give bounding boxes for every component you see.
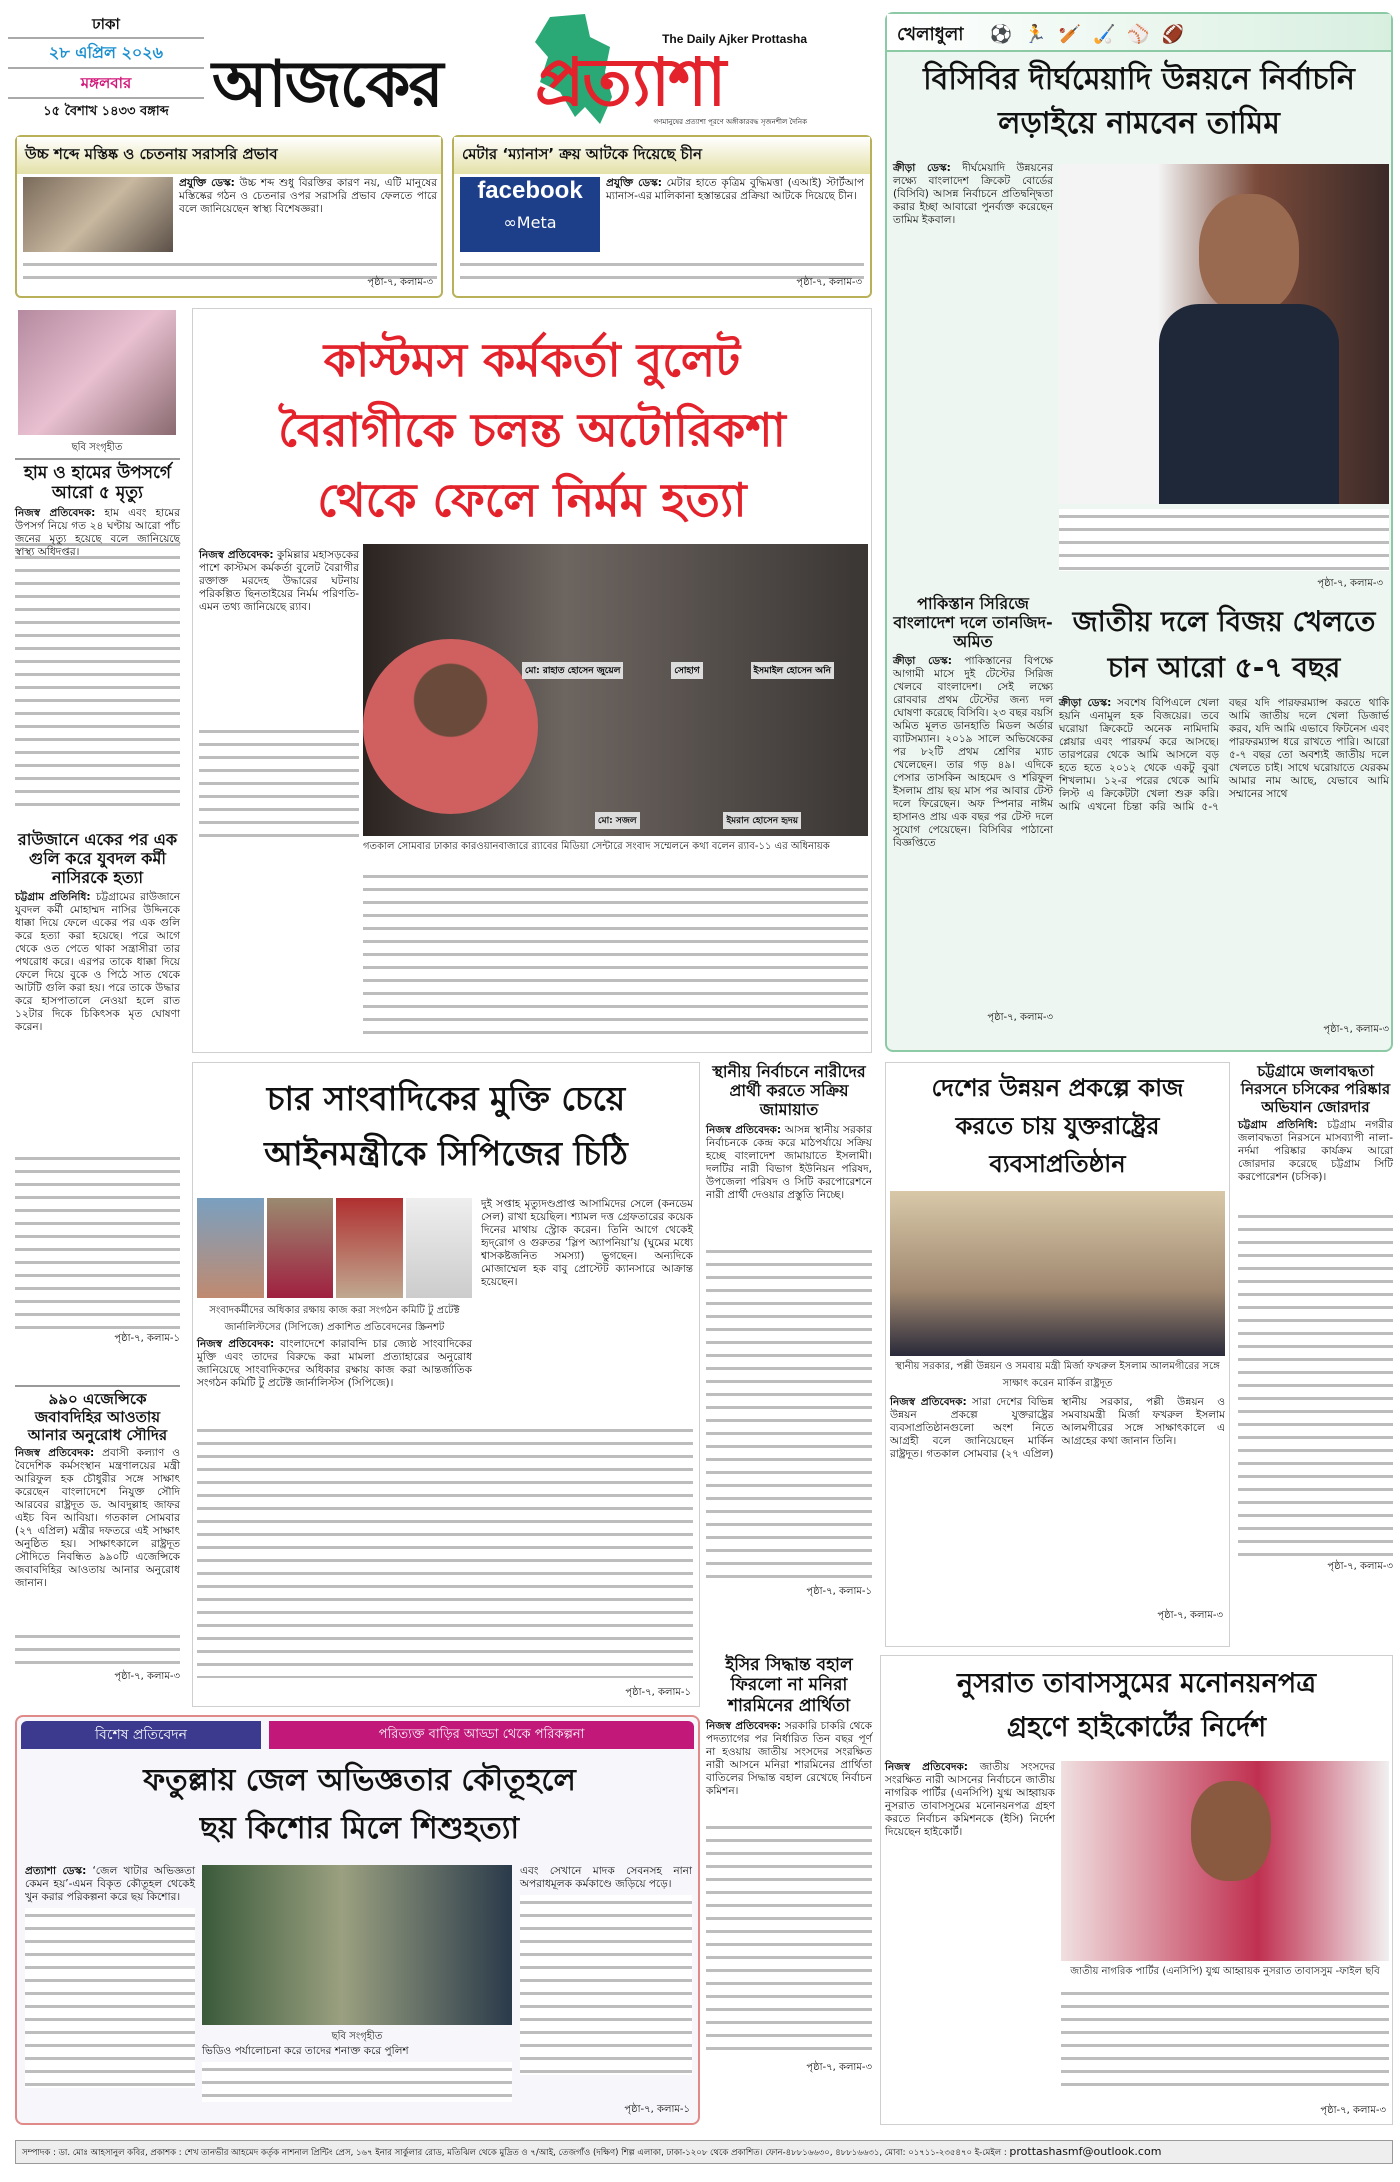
date-box bbox=[8, 14, 204, 121]
bangla-date: ১৫ বৈশাখ ১৪৩৩ বঙ্গাব্দ bbox=[43, 104, 169, 119]
jump-text: পৃষ্ঠা-৭, কলাম-৩ bbox=[114, 1671, 180, 1682]
ambassador-meeting-photo bbox=[890, 1191, 1225, 1356]
journalists-photos bbox=[197, 1198, 472, 1298]
jump-text: পৃষ্ঠা-৭, কলাম-১ bbox=[806, 1585, 872, 1597]
tamim-photo bbox=[1059, 164, 1389, 504]
footer-email[interactable]: prottashasmf@outlook.com bbox=[1009, 2145, 1162, 2158]
lead-photo-caption: গতকাল সোমবার ঢাকার কারওয়ানবাজারে র‌্যাবের মিডিয়া সেন্টারে সংবাদ সম্মেলনে কথা বলেন র‌্যাব-১১ এর অধিনায়ক bbox=[363, 841, 830, 852]
police-scene-photo bbox=[202, 1865, 512, 2025]
top-story-meta[interactable] bbox=[452, 135, 872, 298]
top-story-headline: মেটার ‘ম্যানাস’ ক্রয় আটকে দিয়েছে চীন bbox=[454, 137, 870, 174]
ec-story[interactable]: ইসির সিদ্ধান্ত বহাল ফিরলো না মনিরা শারমিনের প্রার্থিতা নিজস্ব প্রতিবেদক: সরকারি চাকরি থেকে পদত্যাগের পর নির্ধারিত তিন বছর পূর্ণ না হওয়ায় জাতীয় সংসদের সংরক্ষিত নারী আসনে মনিরা শারমিনের প্রার্থিতা বাতিলের সিদ্ধান্ত বহাল রেখেছে নির্বাচন কমিশন। পৃষ্ঠা-৭, কলাম-৩ bbox=[706, 1655, 872, 2125]
suspect-label: সোহাগ bbox=[671, 662, 702, 679]
jump-text: পৃষ্ঠা-৭, কলাম-৩ bbox=[796, 277, 862, 288]
weekday: মঙ্গলবার bbox=[8, 69, 204, 99]
sports-figures-icon: ⚽🏃🏏🏑⚾🏈 bbox=[989, 24, 1197, 45]
top-story-text: প্রযুক্তি ডেস্ক: মেটার হাতে কৃত্রিম বুদ্ধিমত্তা (এআই) স্টার্টআপ ম্যানাস-এর মালিকানা হস্তান্তরের প্রক্রিয়া আটকে দিয়েছে চীন। bbox=[606, 177, 865, 202]
suspect-label: মো: রাহাত হোসেন জুয়েল bbox=[522, 662, 624, 679]
local-election-story[interactable]: স্থানীয় নির্বাচনে নারীদের প্রার্থী করতে সক্রিয় জামায়াত নিজস্ব প্রতিবেদক: আসন্ন স্থানীয় সরকার নির্বাচনকে কেন্দ্র করে মাঠপর্যায়ে সক্রিয় হচ্ছে বাংলাদেশ জামায়াতে ইসলামী। দলটির নারী বিভাগ ইউনিয়ন পরিষদ, উপজেলা পরিষদ ও সিটি করপোরেশনে নারী প্রার্থী দেওয়ার প্রস্তুতি নিচ্ছে। পৃষ্ঠা-৭, কলাম-১ bbox=[706, 1062, 872, 1642]
us-business-story[interactable]: দেশের উন্নয়ন প্রকল্পে কাজ করতে চায় যুক্তরাষ্ট্রের ব্যবসাপ্রতিষ্ঠান স্থানীয় সরকার, পল্লী উন্নয়ন ও সমবায় মন্ত্রী মির্জা ফখরুল ইসলাম আলমগীরের সঙ্গে সাক্ষাৎ করেন মার্কিন রাষ্ট্রদূত নিজস্ব প্রতিবেদক: সারা দেশের বিভিন্ন উন্নয়ন প্রকল্পে যুক্তরাষ্ট্রের ব্যবসাপ্রতিষ্ঠানগুলো অংশ নিতে আগ্রহী বলে জানিয়েছেন মার্কিন রাষ্ট্রদূত। গতকাল সোমবার (২৭ এপ্রিল) স্থানীয় সরকার, পল্লী উন্নয়ন ও সমবায়মন্ত্রী মির্জা ফখরুল ইসলাম আলমগীরের সঙ্গে সাক্ষাৎকালে এ আগ্রহের কথা জানান তিনি। পৃষ্ঠা-৭, কলাম-৩ bbox=[885, 1062, 1230, 1647]
lead-headline: কাস্টমস কর্মকর্তা বুলেট বৈরাগীকে চলন্ত অটোরিকশা থেকে ফেলে নির্মম হত্যা bbox=[278, 333, 786, 527]
pakistan-series-story[interactable]: পাকিস্তান সিরিজে বাংলাদেশ দলে তানজিদ-অমিত ক্রীড়া ডেস্ক: পাকিস্তানের বিপক্ষে আগামী মাসে দুই টেস্টের সিরিজ খেলবে বাংলাদেশ। সেই লক্ষ্যে রোববার প্রথম টেস্টের জন্য দল ঘোষণা করেছে বিসিবি। ২৩ বছর বয়সি অমিত মূলত ডানহাতি মিডল অর্ডার ব্যাটসম্যান। ২০১৯ সালে অভিষেকের পর ৮২টি প্রথম শ্রেণির ম্যাচ খেলেছেন। তার গড় ৪৯। এদিকে পেসার তাসকিন আহমেদ ও শরিফুল ইসলাম প্রায় ছয় মাস পর আবার টেস্ট দলে ফিরেছেন। অফ স্পিনার নাঈম হাসানও প্রায় এক বছর পর টেস্ট দলে সুযোগ পেয়েছেন। বিসিবির পাঠানো বিজ্ঞপ্তিতে পৃষ্ঠা-৭, কলাম-৩ bbox=[893, 594, 1054, 1023]
logo-part2: প্রত্যাশা bbox=[535, 44, 725, 121]
left-story-measles[interactable]: হাম ও হামের উপসর্গে আরো ৫ মৃত্যু নিজস্ব প্রতিবেদক: হাম এবং হামের উপসর্গ নিয়ে গত ২৪ ঘণ্টায় আরো পাঁচ জনের মৃত্যু হয়েছে বলে জানিয়েছে স্বাস্থ্য অধিদপ্তর। bbox=[15, 458, 180, 807]
top-story-headline: উচ্চ শব্দে মস্তিষ্ক ও চেতনায় সরাসরি প্রভাব bbox=[17, 137, 441, 174]
ctg-story[interactable]: চট্টগ্রামে জলাবদ্ধতা নিরসনে চসিকের পরিষ্কার অভিযান জোরদার চট্টগ্রাম প্রতিনিধি: চট্টগ্রাম নগরীর জলাবদ্ধতা নিরসনে মাসব্যাপী নালা-নর্দমা পরিষ্কার কার্যক্রম আরো জোরদার করেছে চট্টগ্রাম সিটি করপোরেশন (চসিক)। পৃষ্ঠা-৭, কলাম-৩ bbox=[1238, 1062, 1393, 1572]
top-story-noise[interactable] bbox=[15, 135, 443, 298]
english-name: The Daily Ajker Prottasha bbox=[662, 32, 807, 46]
nusrat-story[interactable]: নুসরাত তাবাসসুমের মনোনয়নপত্র গ্রহণে হাইকোর্টের নির্দেশ নিজস্ব প্রতিবেদক: জাতীয় সংসদের সংরক্ষিত নারী আসনের নির্বাচনে জাতীয় নাগরিক পার্টির (এনসিপি) যুগ্ম আহ্বায়ক নুসরাত তাবাসসুমের মনোনয়নপত্র গ্রহণ করতে নির্বাচন কমিশনকে (ইসি) নির্দেশ দিয়েছেন হাইকোর্ট। জাতীয় নাগরিক পার্টির (এনসিপি) যুগ্ম আহ্বায়ক নুসরাত তাবাসসুম -ফাইল ছবি পৃষ্ঠা-৭, কলাম-৩ bbox=[880, 1655, 1393, 2125]
left-story-saudi[interactable]: ৯৯০ এজেন্সিকে জবাবদিহির আওতায় আনার অনুরোধ সৌদির নিজস্ব প্রতিবেদক: প্রবাসী কল্যাণ ও বৈদেশিক কর্মসংস্থান মন্ত্রণালয়ের মন্ত্রী আরিফুল হক চৌধুরীর সঙ্গে সাক্ষাৎ করেছেন বাংলাদেশে নিযুক্ত সৌদি আরবের রাষ্ট্রদূত ড. আবদুল্লাহ জাফর এইচ বিন আবিয়া। গতকাল সোমবার (২৭ এপ্রিল) মন্ত্রীর দফতরে এই সাক্ষাৎ অনুষ্ঠিত হয়। সাক্ষাৎকালে রাষ্ট্রদূত সৌদিতে নিবন্ধিত ৯৯০টি এজেন্সিকে জবাবদিহির আওতায় আনার অনুরোধ জানান। পৃষ্ঠা-৭, কলাম-৩ bbox=[15, 1385, 180, 1686]
date: ২৮ এপ্রিল ২০২৬ bbox=[8, 39, 204, 69]
sports-section[interactable]: খেলাধুলা ⚽🏃🏏🏑⚾🏈 বিসিবির দীর্ঘমেয়াদি উন্নয়নে নির্বাচনি লড়াইয়ে নামবেন তামিম ক্রীড়া ডেস্ক: দীর্ঘমেয়াদি উন্নয়নের লক্ষ্যে বাংলাদেশ ক্রিকেট বোর্ডের (বিসিবি) আসন্ন নির্বাচনে প্রতিদ্বন্দ্বিতা করার ইচ্ছা আবারো পুনর্ব্যক্ত করেছেন তামিম ইকবাল। পৃষ্ঠা-৭, কলাম-৩ পাকিস্তান সিরিজে বাংলাদেশ দলে তানজিদ-অমিত ক্রীড়া ডেস্ক: পাকিস্তানের বিপক্ষে আগামী মাসে দুই টেস্টের সিরিজ খেলবে বাংলাদেশ। সেই লক্ষ্যে রোববার প্রথম টেস্টের জন্য দল ঘোষণা করেছে বিসিবি। ২৩ বছর বয়সি অমিত মূলত ডানহাতি মিডল অর্ডার ব্যাটসম্যান। ২০১৯ সালে অভিষেকের পর ৮২টি প্রথম শ্রেণির ম্যাচ খেলেছেন। তার গড় ৪৯। এদিকে পেসার তাসকিন আহমেদ ও শরিফুল ইসলাম প্রায় ছয় মাস পর আবার টেস্ট দলে ফিরেছেন। অফ স্পিনার নাঈম হাসানও প্রায় এক বছর পর টেস্ট দলে সুযোগ পেয়েছেন। বিসিবির পাঠানো বিজ্ঞপ্তিতে পৃষ্ঠা-৭, কলাম-৩ জাতীয় দলে বিজয় খেলতে চান আরো ৫-৭ বছর ক্রীড়া ডেস্ক: সবশেষ বিপিএলে খেলা হয়নি এনামুল হক বিজয়ের। তবে ঘরোয়া ক্রিকেটে অনেক নামিদামি প্লেয়ার এবং পারফর্ম করে আসছে। তারপরের থেকে আমি আসলে বড় হতে হতে ২০১২ থেকে একটু বুঝা শিখলাম। ১২-র পরের থেকে আমি লিস্ট এ ক্রিকেটটা খেলা শুরু করি। আমি এখনো চিন্তা করি আমি ৫-৭ বছর যদি পারফরম্যান্স করতে থাকি আমি জাতীয় দলে খেলা ডিজার্ভ করব, যদি আমি এভাবে ফিটনেস এবং পারফরম্যান্স ধরে রাখতে পারি। আরো ৫-৭ বছর তো অবশ্যই জাতীয় দলে খেলতে চাই। সাথে ঘরোয়াতে যেরকম আমার নাম আছে, যেভাবে আমি সম্মানের সাথে পৃষ্ঠা-৭, কলাম-৩ bbox=[885, 12, 1393, 1052]
special-report-label: বিশেষ প্রতিবেদন bbox=[21, 1721, 261, 1749]
lead-story[interactable]: কাস্টমস কর্মকর্তা বুলেট বৈরাগীকে চলন্ত অটোরিকশা থেকে ফেলে নির্মম হত্যা নিজস্ব প্রতিবেদক: কুমিল্লার মহাসড়কের পাশে কাস্টমস কর্মকর্তা বুলেট বৈরাগীর রক্তাক্ত মরদেহ উদ্ধারের ঘটনায় পরিকল্পিত ছিনতাইয়ের নির্মম পরিণতি-এমন তথ্য জানিয়েছে র‌্যাব। মো: রাহাত হোসেন জুয়েল সোহাগ ইসমাইল হোসেন অনি মো: সজল ইমরান হোসেন হৃদয় গতকাল সোমবার ঢাকার কারওয়ানবাজারে র‌্যাবের মিডিয়া সেন্টারে সংবাদ সম্মেলনে কথা বলেন র‌্যাব-১১ এর অধিনায়ক bbox=[192, 308, 872, 1053]
journalists-story[interactable]: চার সাংবাদিকের মুক্তি চেয়ে আইনমন্ত্রীকে সিপিজের চিঠি সংবাদকর্মীদের অধিকার রক্ষায় কাজ করা সংগঠন কমিটি টু প্রটেক্ট জার্নালিস্টসের (সিপিজে) প্রকাশিত প্রতিবেদনের স্ক্রিনশট দুই সপ্তাহ মৃত্যুদণ্ডপ্রাপ্ত আসামিদের সেলে (কনডেম সেল) রাখা হয়েছিল। শ্যামল দত্ত গ্রেফতারের কয়েক দিনের মাথায় স্ট্রোক করেন। তিনি আগে থেকেই হৃদ্‌রোগ ও গুরুতর ‘স্লিপ অ্যাপনিয়া’য় (ঘুমের মধ্যে শ্বাসকষ্টজনিত সমস্যা) ভুগছেন। অন্যদিকে মোজাম্মেল হক বাবু প্রোস্টেট ক্যানসারে আক্রান্ত হয়েছেন। নিজস্ব প্রতিবেদক: বাংলাদেশে কারাবন্দি চার জ্যেষ্ঠ সাংবাদিকের মুক্তি এবং তাদের বিরুদ্ধে করা মামলা প্রত্যাহারের অনুরোধ জানিয়েছে সাংবাদিকদের অধিকার রক্ষায় কাজ করা আন্তর্জাতিক সংগঠন কমিটি টু প্রটেক্ট জার্নালিস্টস (সিপিজে)। পৃষ্ঠা-৭, কলাম-১ bbox=[192, 1062, 700, 1707]
jump-text: পৃষ্ঠা-৭, কলাম-৩ bbox=[806, 2062, 872, 2074]
city: ঢাকা bbox=[8, 14, 204, 39]
journalists-caption: সংবাদকর্মীদের অধিকার রক্ষায় কাজ করা সংগঠন কমিটি টু প্রটেক্ট জার্নালিস্টসের (সিপিজে) প্রকাশিত প্রতিবেদনের স্ক্রিনশট bbox=[209, 1305, 460, 1333]
nusrat-photo bbox=[1061, 1761, 1389, 1961]
bijoy-story[interactable]: জাতীয় দলে বিজয় খেলতে চান আরো ৫-৭ বছর ক্রীড়া ডেস্ক: সবশেষ বিপিএলে খেলা হয়নি এনামুল হক বিজয়ের। তবে ঘরোয়া ক্রিকেটে অনেক নামিদামি প্লেয়ার এবং পারফর্ম করে আসছে। তারপরের থেকে আমি আসলে বড় হতে হতে ২০১২ থেকে একটু বুঝা শিখলাম। ১২-র পরের থেকে আমি লিস্ট এ ক্রিকেটটা খেলা শুরু করি। আমি এখনো চিন্তা করি আমি ৫-৭ বছর যদি পারফরম্যান্স করতে থাকি আমি জাতীয় দলে খেলা ডিজার্ভ করব, যদি আমি এভাবে ফিটনেস এবং পারফরম্যান্স ধরে রাখতে পারি। আরো ৫-৭ বছর তো অবশ্যই জাতীয় দলে খেলতে চাই। সাথে ঘরোয়াতে যেরকম আমার নাম আছে, যেভাবে আমি সম্মানের সাথে পৃষ্ঠা-৭, কলাম-৩ bbox=[1059, 605, 1389, 1035]
concert-photo bbox=[23, 177, 173, 252]
jump-text: পৃষ্ঠা-৭, কলাম-১ bbox=[114, 1332, 180, 1344]
suspects-photo bbox=[363, 544, 868, 836]
footer-imprint: সম্পাদক : ডা. মোঃ আহসানুল কবির, প্রকাশক : শেখ তানভীর আহমেদ কর্তৃক নাশনাল প্রিন্টিং প্রেস, ১৬৭ ইনার সার্কুলার রোড, মতিঝিল থেকে মুদ্রিত ও ৭/আই, তেজগাঁও (দক্ষিণ) শিল্প এলাকা, ঢাকা-১২০৮ থেকে প্রকাশিত। ফোন-৪৮৮১৬৬৩০, ৪৮৮১৬৬৩১, মোবা: ০১৭১১-২৩৫৪৭০ ই-মেইল : prottashasmf@outlook.com bbox=[15, 2140, 1393, 2164]
suspect-label: ইমরান হোসেন হৃদয় bbox=[723, 812, 801, 829]
facebook-meta-image: facebook ∞Meta bbox=[460, 177, 600, 252]
jump-text: পৃষ্ঠা-৭, কলাম-১ bbox=[625, 1687, 691, 1698]
special-report-kicker: পরিত্যক্ত বাড়ির আড্ডা থেকে পরিকল্পনা bbox=[269, 1721, 694, 1749]
tagline: গণমানুষের প্রত্যাশা পূরণে অঙ্গীকারবদ্ধ সৃজনশীল দৈনিক bbox=[653, 118, 807, 126]
photo-credit: ছবি সংগৃহীত bbox=[71, 442, 123, 453]
suspect-label: মো: সজল bbox=[595, 812, 640, 829]
left-story-raozan[interactable]: রাউজানে একের পর এক গুলি করে যুবদল কর্মী নাসিরকে হত্যা চট্টগ্রাম প্রতিনিধি: চট্টগ্রামের রাউজানে যুবদল কর্মী মোহাম্মদ নাসির উদ্দিনকে ধাক্কা দিয়ে ফেলে একের পর এক গুলি করে হত্যা করা হয়েছে। পরে আগে থেকে ওত পেতে থাকা সন্ত্রাসীরা তার পথরোধ করে। এরপর তাকে ধাক্কা দিয়ে ফেলে দিয়ে বুকে ও পিঠে সাত থেকে আটটি গুলি করা হয়। পরে তাকে উদ্ধার করে হাসপাতালে নেওয়া হলে রাত ১২টার দিকে চিকিৎসক মৃত ঘোষণা করেন। পৃষ্ঠা-৭, কলাম-১ bbox=[15, 830, 180, 1348]
jump-text: পৃষ্ঠা-৭, কলাম-৩ bbox=[1317, 578, 1383, 589]
top-story-text: প্রযুক্তি ডেস্ক: উচ্চ শব্দ শুধু বিরক্তির কারণ নয়, এটি মানুষের মস্তিষ্কের গঠন ও চেতনার ওপর সরাসরি প্রভাব ফেলতে পারে বলে জানিয়েছেন স্বাস্থ্য বিশেষজ্ঞরা। bbox=[179, 177, 437, 215]
logo-part1: আজকের bbox=[212, 48, 442, 122]
special-report[interactable]: বিশেষ প্রতিবেদন পরিত্যক্ত বাড়ির আড্ডা থেকে পরিকল্পনা ফতুল্লায় জেল অভিজ্ঞতার কৌতূহলে ছয় কিশোর মিলে শিশুহত্যা প্রত্যাশা ডেস্ক: ‘জেল খাটার অভিজ্ঞতা কেমন হয়’-এমন বিকৃত কৌতূহল থেকেই খুন করার পরিকল্পনা করে ছয় কিশোর। ছবি সংগৃহীত ভিডিও পর্যালোচনা করে তাদের শনাক্ত করে পুলিশ এবং সেখানে মাদক সেবনসহ নানা অপরাধমূলক কর্মকাণ্ডে জড়িয়ে পড়ে। পৃষ্ঠা-৭, কলাম-১ bbox=[15, 1715, 700, 2125]
sports-banner: খেলাধুলা ⚽🏃🏏🏑⚾🏈 bbox=[887, 14, 1391, 52]
suspect-label: ইসমাইল হোসেন অনি bbox=[751, 662, 835, 679]
newspaper-logo[interactable] bbox=[212, 10, 815, 130]
jump-text: পৃষ্ঠা-৭, কলাম-৩ bbox=[367, 277, 433, 288]
measles-ward-photo bbox=[18, 310, 176, 435]
